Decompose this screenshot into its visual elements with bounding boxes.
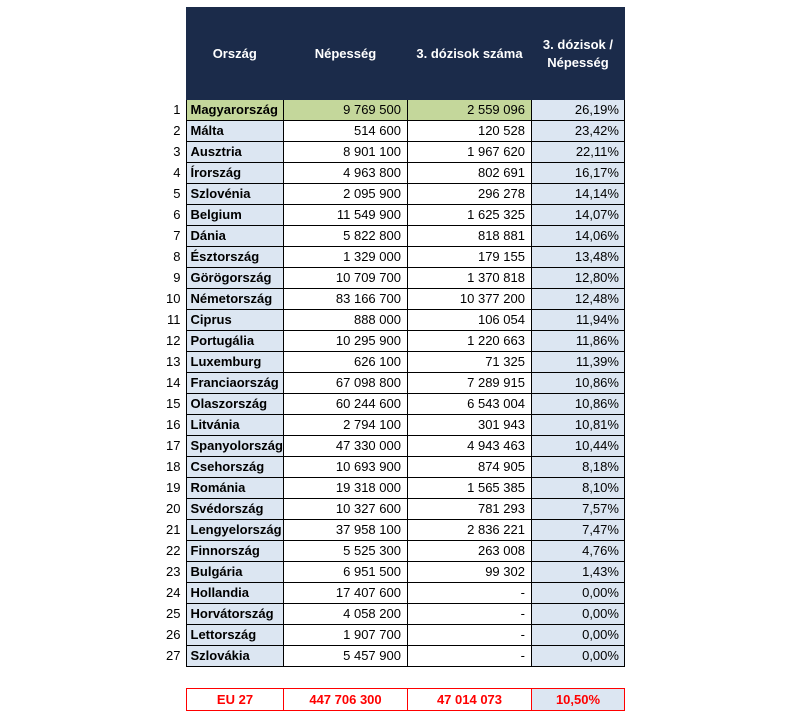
cell-ratio: 26,19% xyxy=(531,100,624,121)
cell-country: Görögország xyxy=(186,268,283,289)
header-country: Ország xyxy=(186,8,283,100)
cell-population: 4 058 200 xyxy=(283,604,407,625)
cell-population: 5 822 800 xyxy=(283,226,407,247)
total-ratio: 10,50% xyxy=(532,689,625,711)
row-number: 4 xyxy=(173,165,181,180)
cell-population: 514 600 xyxy=(283,121,407,142)
cell-population: 37 958 100 xyxy=(283,520,407,541)
cell-population: 83 166 700 xyxy=(283,289,407,310)
cell-doses: 301 943 xyxy=(407,415,531,436)
header-ratio xyxy=(531,8,624,100)
cell-country: Dánia xyxy=(186,226,283,247)
cell-ratio: 12,80% xyxy=(531,268,624,289)
total-population: 447 706 300 xyxy=(284,689,408,711)
cell-ratio: 4,76% xyxy=(531,541,624,562)
cell-population: 626 100 xyxy=(283,352,407,373)
cell-country: Litvánia xyxy=(186,415,283,436)
cell-ratio: 10,86% xyxy=(531,394,624,415)
cell-doses: 10 377 200 xyxy=(407,289,531,310)
cell-country: Írország xyxy=(186,163,283,184)
row-number: 6 xyxy=(173,207,181,222)
cell-doses: 874 905 xyxy=(407,457,531,478)
cell-population: 10 327 600 xyxy=(283,499,407,520)
cell-ratio: 13,48% xyxy=(531,247,624,268)
vaccination-table-container xyxy=(156,7,625,667)
header-ratio-line1: 3. dózisok / xyxy=(542,36,613,52)
cell-country: Belgium xyxy=(186,205,283,226)
cell-country: Szlovákia xyxy=(186,646,283,667)
table-header-row xyxy=(156,8,624,100)
cell-ratio: 7,47% xyxy=(531,520,624,541)
cell-country: Svédország xyxy=(186,499,283,520)
header-blank xyxy=(156,8,186,100)
cell-country: Lettország xyxy=(186,625,283,646)
cell-doses: - xyxy=(407,646,531,667)
cell-doses: 71 325 xyxy=(407,352,531,373)
cell-ratio: 14,14% xyxy=(531,184,624,205)
table-row xyxy=(156,562,624,583)
table-row xyxy=(156,331,624,352)
cell-doses: 99 302 xyxy=(407,562,531,583)
row-number: 3 xyxy=(173,144,181,159)
cell-population: 5 525 300 xyxy=(283,541,407,562)
cell-ratio: 0,00% xyxy=(531,604,624,625)
cell-ratio: 16,17% xyxy=(531,163,624,184)
cell-doses: 120 528 xyxy=(407,121,531,142)
row-number: 11 xyxy=(167,312,181,327)
cell-country: Lengyelország xyxy=(186,520,283,541)
row-number: 16 xyxy=(166,417,181,432)
cell-country: Bulgária xyxy=(186,562,283,583)
cell-ratio: 7,57% xyxy=(531,499,624,520)
cell-population: 5 457 900 xyxy=(283,646,407,667)
table-row xyxy=(156,226,624,247)
table-row xyxy=(156,247,624,268)
cell-ratio: 0,00% xyxy=(531,646,624,667)
cell-country: Románia xyxy=(186,478,283,499)
cell-ratio: 10,86% xyxy=(531,373,624,394)
cell-doses: 1 565 385 xyxy=(407,478,531,499)
cell-ratio: 11,39% xyxy=(531,352,624,373)
cell-country: Szlovénia xyxy=(186,184,283,205)
cell-ratio: 11,86% xyxy=(531,331,624,352)
cell-population: 9 769 500 xyxy=(283,100,407,121)
total-doses: 47 014 073 xyxy=(408,689,532,711)
table-row xyxy=(156,289,624,310)
table-row xyxy=(156,310,624,331)
total-row-container xyxy=(186,688,625,711)
row-number: 7 xyxy=(173,228,181,243)
table-row xyxy=(156,541,624,562)
cell-population: 17 407 600 xyxy=(283,583,407,604)
cell-doses: - xyxy=(407,604,531,625)
table-row xyxy=(156,142,624,163)
cell-population: 4 963 800 xyxy=(283,163,407,184)
cell-ratio: 10,44% xyxy=(531,436,624,457)
row-number: 10 xyxy=(166,291,181,306)
header-doses: 3. dózisok száma xyxy=(407,8,531,100)
cell-country: Olaszország xyxy=(186,394,283,415)
table-row xyxy=(156,646,624,667)
cell-doses: - xyxy=(407,625,531,646)
cell-doses: 263 008 xyxy=(407,541,531,562)
row-number: 8 xyxy=(173,249,181,264)
cell-population: 11 549 900 xyxy=(283,205,407,226)
cell-population: 1 329 000 xyxy=(283,247,407,268)
cell-population: 2 794 100 xyxy=(283,415,407,436)
cell-doses: 6 543 004 xyxy=(407,394,531,415)
table-row xyxy=(156,478,624,499)
table-row xyxy=(156,373,624,394)
table-row xyxy=(156,457,624,478)
cell-country: Portugália xyxy=(186,331,283,352)
cell-country: Észtország xyxy=(186,247,283,268)
row-number: 27 xyxy=(166,648,181,663)
cell-ratio: 10,81% xyxy=(531,415,624,436)
total-country: EU 27 xyxy=(187,689,284,711)
row-number: 15 xyxy=(166,396,181,411)
cell-doses: 781 293 xyxy=(407,499,531,520)
cell-population: 8 901 100 xyxy=(283,142,407,163)
table-row xyxy=(156,352,624,373)
cell-population: 10 693 900 xyxy=(283,457,407,478)
cell-doses: 2 559 096 xyxy=(407,100,531,121)
row-number: 20 xyxy=(166,501,181,516)
table-row xyxy=(156,205,624,226)
row-number: 13 xyxy=(166,354,181,369)
cell-doses: 179 155 xyxy=(407,247,531,268)
cell-ratio: 14,07% xyxy=(531,205,624,226)
table-row xyxy=(156,499,624,520)
cell-doses: 4 943 463 xyxy=(407,436,531,457)
table-row xyxy=(156,100,624,121)
cell-ratio: 23,42% xyxy=(531,121,624,142)
cell-ratio: 22,11% xyxy=(531,142,624,163)
row-number: 17 xyxy=(166,438,181,453)
cell-country: Magyarország xyxy=(186,100,283,121)
cell-population: 67 098 800 xyxy=(283,373,407,394)
cell-country: Finnország xyxy=(186,541,283,562)
table-row xyxy=(156,436,624,457)
cell-doses: 2 836 221 xyxy=(407,520,531,541)
cell-doses: 1 370 818 xyxy=(407,268,531,289)
cell-population: 1 907 700 xyxy=(283,625,407,646)
table-row xyxy=(156,268,624,289)
cell-ratio: 8,10% xyxy=(531,478,624,499)
cell-population: 10 709 700 xyxy=(283,268,407,289)
table-row xyxy=(156,184,624,205)
total-table xyxy=(186,688,625,711)
row-number: 18 xyxy=(166,459,181,474)
cell-doses: - xyxy=(407,583,531,604)
vaccination-table xyxy=(156,7,625,667)
table-row xyxy=(156,625,624,646)
cell-country: Franciaország xyxy=(186,373,283,394)
table-row xyxy=(156,121,624,142)
cell-ratio: 1,43% xyxy=(531,562,624,583)
row-number: 1 xyxy=(173,102,181,117)
row-number: 5 xyxy=(173,186,181,201)
cell-country: Ausztria xyxy=(186,142,283,163)
cell-country: Csehország xyxy=(186,457,283,478)
header-population: Népesség xyxy=(283,8,407,100)
cell-population: 19 318 000 xyxy=(283,478,407,499)
table-row xyxy=(156,394,624,415)
cell-doses: 7 289 915 xyxy=(407,373,531,394)
cell-population: 60 244 600 xyxy=(283,394,407,415)
table-row xyxy=(156,583,624,604)
cell-doses: 1 220 663 xyxy=(407,331,531,352)
row-number: 21 xyxy=(166,522,181,537)
table-body xyxy=(156,100,624,667)
row-number: 2 xyxy=(173,123,181,138)
cell-ratio: 0,00% xyxy=(531,583,624,604)
row-number: 25 xyxy=(166,606,181,621)
cell-ratio: 14,06% xyxy=(531,226,624,247)
cell-doses: 802 691 xyxy=(407,163,531,184)
table-row xyxy=(156,604,624,625)
row-number: 24 xyxy=(166,585,181,600)
row-number: 12 xyxy=(166,333,181,348)
cell-doses: 1 967 620 xyxy=(407,142,531,163)
total-row xyxy=(187,689,625,711)
cell-country: Horvátország xyxy=(186,604,283,625)
row-number: 26 xyxy=(166,627,181,642)
cell-country: Luxemburg xyxy=(186,352,283,373)
header-ratio-line2: Népesség xyxy=(547,54,609,70)
cell-population: 10 295 900 xyxy=(283,331,407,352)
cell-population: 2 095 900 xyxy=(283,184,407,205)
cell-country: Málta xyxy=(186,121,283,142)
table-row xyxy=(156,520,624,541)
cell-doses: 296 278 xyxy=(407,184,531,205)
cell-population: 47 330 000 xyxy=(283,436,407,457)
cell-ratio: 8,18% xyxy=(531,457,624,478)
row-number: 9 xyxy=(173,270,181,285)
row-number: 22 xyxy=(166,543,181,558)
cell-ratio: 11,94% xyxy=(531,310,624,331)
cell-ratio: 0,00% xyxy=(531,625,624,646)
table-row xyxy=(156,415,624,436)
cell-doses: 1 625 325 xyxy=(407,205,531,226)
row-number: 19 xyxy=(166,480,181,495)
cell-country: Spanyolország xyxy=(186,436,283,457)
cell-country: Németország xyxy=(186,289,283,310)
cell-country: Hollandia xyxy=(186,583,283,604)
row-number: 14 xyxy=(166,375,181,390)
cell-doses: 818 881 xyxy=(407,226,531,247)
cell-population: 888 000 xyxy=(283,310,407,331)
cell-population: 6 951 500 xyxy=(283,562,407,583)
cell-country: Ciprus xyxy=(186,310,283,331)
row-number: 23 xyxy=(166,564,181,579)
cell-ratio: 12,48% xyxy=(531,289,624,310)
cell-doses: 106 054 xyxy=(407,310,531,331)
table-row xyxy=(156,163,624,184)
